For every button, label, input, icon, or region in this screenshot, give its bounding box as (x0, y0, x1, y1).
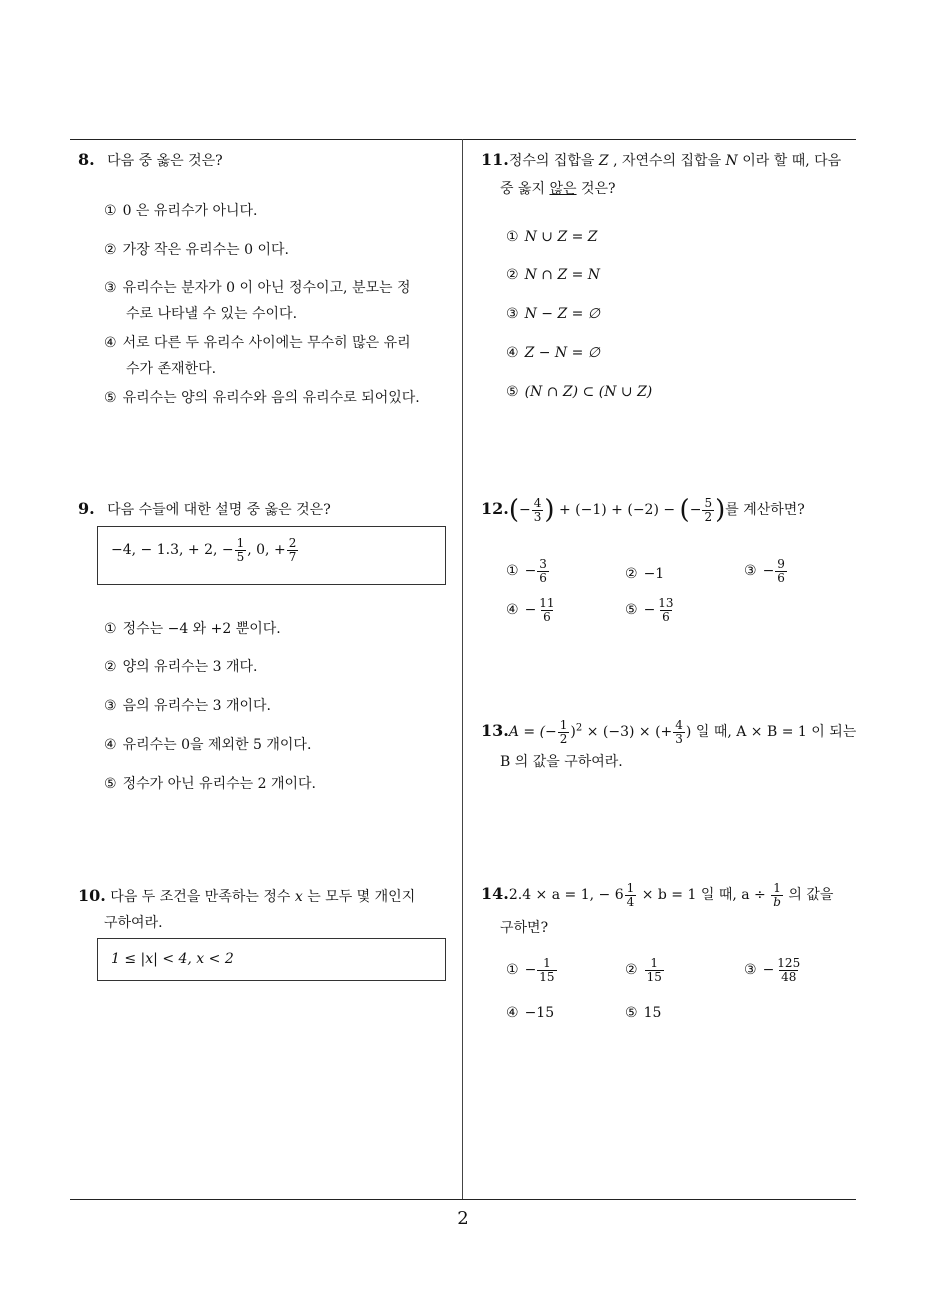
choice-4: ④ 서로 다른 두 유리수 사이에는 무수히 많은 유리 (104, 335, 411, 351)
number-list: −4, − 1.3, + 2, − $\frac{1}{5}$ , 0, + $\frac{2}{7}$ (111, 536, 297, 564)
question-number: 14. (481, 884, 509, 904)
choice-2: ② 양의 유리수는 3 개다. (104, 659, 258, 675)
page-number: 2 (457, 1208, 469, 1229)
question-stem-cont: 구하면? (500, 920, 549, 936)
choice-3: ③ N − Z = ∅ (506, 306, 600, 322)
choice-4-cont: 수가 존재한다. (126, 361, 217, 377)
choice-4: ④ − $\frac{11}{6}$ (506, 596, 555, 624)
choice-2: ② −1 (625, 566, 665, 582)
top-rule (70, 139, 856, 140)
question-stem: 다음 두 조건을 만족하는 정수 x 는 모두 몇 개인지 (110, 889, 416, 905)
column-divider (462, 139, 463, 1200)
question-stem: 정수의 집합을 Z , 자연수의 집합을 N 이라 할 때, 다음 (508, 153, 842, 169)
question-number: 10. (78, 886, 106, 905)
choice-3-cont: 수로 나타낼 수 있는 수이다. (126, 306, 298, 322)
bottom-rule (70, 1199, 856, 1200)
question-number: 8. (78, 150, 95, 169)
choice-1: ① − $\frac{3}{6}$ (506, 557, 547, 585)
choice-3: ③ 유리수는 분자가 0 이 아닌 정수이고, 분모는 정 (104, 280, 411, 296)
choice-5: ⑤ 15 (625, 1005, 662, 1021)
choice-4: ④ Z − N = ∅ (506, 345, 600, 361)
question-stem: 의 값을 (783, 887, 834, 904)
choice-5: ⑤ 정수가 아닌 유리수는 2 개이다. (104, 776, 317, 792)
choice-2: ② N ∩ Z = N (506, 267, 601, 283)
choice-2: ② 가장 작은 유리수는 0 이다. (104, 242, 289, 258)
question-stem-cont: 중 옳지 않은 것은? (500, 181, 616, 197)
question-number: 13. (481, 721, 509, 741)
condition-text: 1 ≤ |x| < 4, x < 2 (111, 951, 234, 967)
question-stem-cont: 구하여라. (104, 915, 163, 931)
question-stem: 다음 수들에 대한 설명 중 옳은 것은? (107, 502, 331, 518)
question-stem: 일 때, A × B = 1 이 되는 (691, 724, 857, 741)
question-stem: 다음 중 옳은 것은? (107, 153, 223, 169)
choice-3: ③ − $\frac{9}{6}$ (744, 557, 785, 585)
choice-3: ③ 음의 유리수는 3 개이다. (104, 698, 271, 714)
question-number: 11. (481, 150, 509, 169)
choice-4: ④ 유리수는 0을 제외한 5 개이다. (104, 737, 312, 753)
choice-1: ① 정수는 −4 와 +2 뿐이다. (104, 621, 281, 637)
choice-1: ① N ∪ Z = Z (506, 229, 598, 245)
choice-1: ① 0 은 유리수가 아니다. (104, 203, 258, 219)
choice-4: ④ −15 (506, 1005, 555, 1021)
choice-5: ⑤ 유리수는 양의 유리수와 음의 유리수로 되어있다. (104, 390, 420, 406)
question-stem: 를 계산하면? (725, 502, 805, 519)
choice-5: ⑤ (N ∩ Z) ⊂ (N ∪ Z) (506, 384, 653, 400)
choice-2: ② $\frac{1}{15}$ (625, 956, 662, 984)
question-number: 9. (78, 499, 95, 518)
choice-3: ③ − $\frac{125}{48}$ (744, 956, 801, 984)
choice-1: ① − $\frac{1}{15}$ (506, 956, 555, 984)
question-number: 12. (481, 499, 509, 519)
choice-5: ⑤ − $\frac{13}{6}$ (625, 596, 674, 624)
question-stem-cont: B 의 값을 구하여라. (500, 754, 623, 770)
